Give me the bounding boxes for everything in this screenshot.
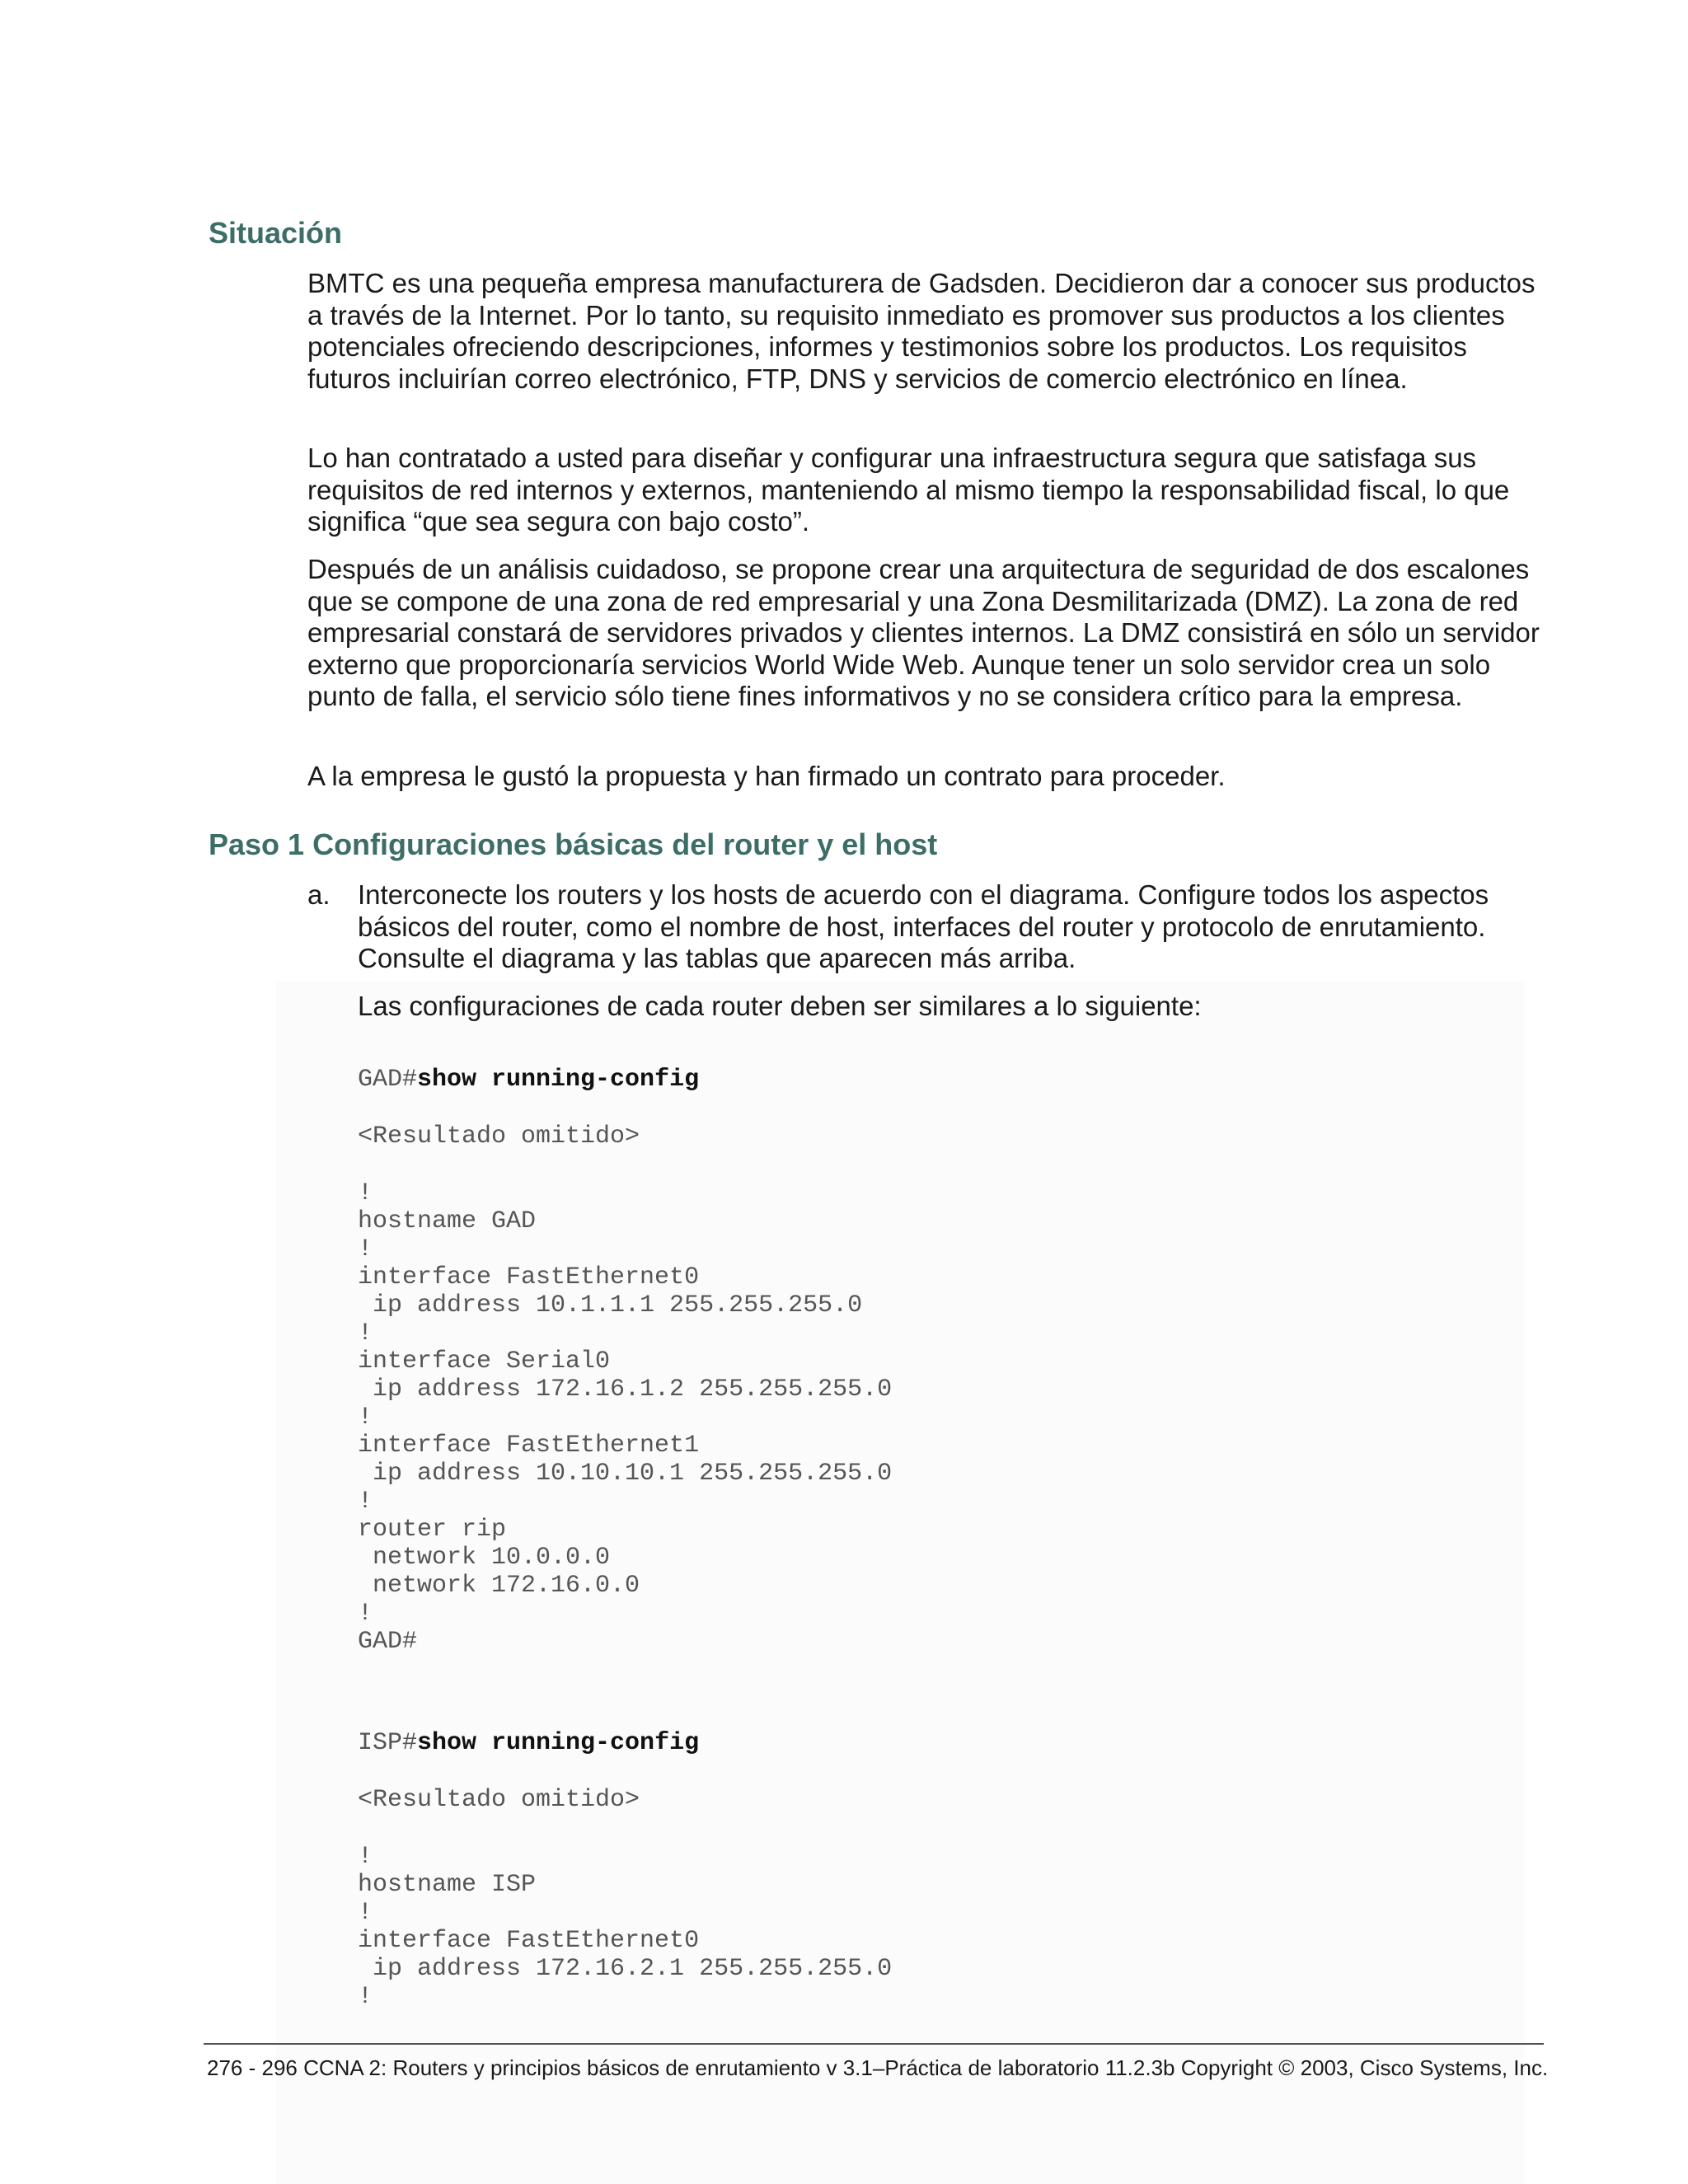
- section-heading-situacion: Situación: [209, 216, 343, 250]
- situacion-paragraph-3: Después de un análisis cuidadoso, se propone crear una arquitectura de seguridad de dos escalones que se compone de una zona de red empresarial y una Zona Desmilitarizada (DMZ). La zona de red empresarial constará de servidores privados y clientes internos. La DMZ consistirá en sólo un servidor externo que proporcionaría servicios World Wide Web. Aunque tener un solo servidor crea un solo punto de falla, el servicio sólo tiene fines informativos y no se considera crítico para la empresa.: [307, 554, 1540, 711]
- isp-command-line: [358, 1729, 699, 1757]
- gad-omitted-output: <Resultado omitido>: [358, 1122, 640, 1151]
- step-a-note: Las configuraciones de cada router deben ser similares a lo siguiente:: [358, 991, 1202, 1021]
- page-footer: 276 - 296 CCNA 2: Routers y principios básicos de enrutamiento v 3.1–Práctica de laboratorio 11.2.3b Copyright © 2003, Cisco Systems, Inc.: [207, 2055, 1549, 2080]
- step-a-text: Interconecte los routers y los hosts de acuerdo con el diagrama. Configure todos los aspectos básicos del router, como el nombre de host, interfaces del router y protocolo de enrutamiento. Consulte el diagrama y las tablas que aparecen más arriba.: [358, 879, 1489, 973]
- gad-prompt: GAD#: [358, 1066, 418, 1094]
- isp-omitted-output: <Resultado omitido>: [358, 1786, 640, 1814]
- section-heading-paso-1: Paso 1 Configuraciones básicas del router y el host: [209, 827, 938, 861]
- footer-divider: [204, 2043, 1544, 2045]
- isp-config-output: ! hostname ISP ! interface FastEthernet0 ip address 172.16.2.1 255.255.255.0 !: [358, 1843, 893, 2011]
- situacion-paragraph-2: Lo han contratado a usted para diseñar y configurar una infraestructura segura que satisfaga sus requisitos de red internos y externos, manteniendo al mismo tiempo la responsabilidad fiscal, lo que significa “que sea segura con bajo costo”.: [307, 443, 1510, 537]
- isp-prompt: ISP#: [358, 1729, 418, 1757]
- gad-command: show running-config: [417, 1066, 700, 1094]
- gad-config-output: ! hostname GAD ! interface FastEthernet0 ip address 10.1.1.1 255.255.255.0 ! interface Serial0 ip address 172.16.1.2 255.255.255.0 ! interface FastEthernet1 ip address 10.10.10.1 255.255.255.0 ! router rip network 10.0.0.0 network 172.16.0.0 ! GAD#: [358, 1179, 893, 1656]
- situacion-paragraph-4: A la empresa le gustó la propuesta y han firmado un contrato para proceder.: [307, 761, 1226, 791]
- isp-command: show running-config: [417, 1729, 700, 1757]
- step-letter-a: a.: [307, 879, 331, 910]
- situacion-paragraph-1: BMTC es una pequeña empresa manufacturera de Gadsden. Decidieron dar a conocer sus productos a través de la Internet. Por lo tanto, su requisito inmediato es promover sus productos a los clientes potenciales ofreciendo descripciones, informes y testimonios sobre los productos. Los requisitos futuros incluirían correo electrónico, FTP, DNS y servicios de comercio electrónico en línea.: [307, 268, 1536, 394]
- gad-command-line: [358, 1066, 699, 1094]
